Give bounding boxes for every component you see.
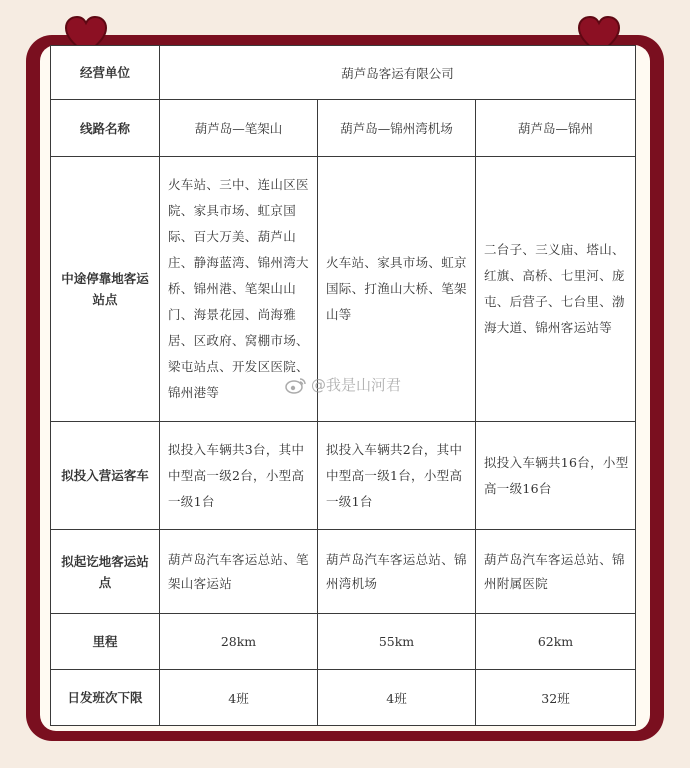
operator-label: 经营单位 bbox=[51, 46, 160, 100]
vehicles-route-2: 拟投入车辆共2台，其中中型高一级1台，小型高一级1台 bbox=[318, 422, 476, 530]
terminals-row bbox=[51, 530, 636, 614]
mileage-label: 里程 bbox=[51, 614, 160, 670]
daily-trips-row bbox=[51, 670, 636, 726]
daily-trips-route-1: 4班 bbox=[160, 670, 318, 726]
stops-route-1: 火车站、三中、连山区医院、家具市场、虹京国际、百大万美、葫芦山庄、静海蓝湾、锦州湾大桥、锦州港、笔架山山门、海景花园、尚海雅居、区政府、窝棚市场、梁屯站点、开发区医院、锦州港等 bbox=[160, 157, 318, 422]
vehicles-label: 拟投入营运客车 bbox=[51, 422, 160, 530]
terminals-label: 拟起讫地客运站点 bbox=[51, 530, 160, 614]
mileage-row bbox=[51, 614, 636, 670]
terminals-route-3: 葫芦岛汽车客运总站、锦州附属医院 bbox=[476, 530, 636, 614]
route-name-row bbox=[51, 100, 636, 157]
mileage-route-3: 62km bbox=[476, 614, 636, 670]
operator-row bbox=[51, 46, 636, 100]
daily-trips-label: 日发班次下限 bbox=[51, 670, 160, 726]
route-name-label: 线路名称 bbox=[51, 100, 160, 157]
stops-label: 中途停靠地客运站点 bbox=[51, 157, 160, 422]
daily-trips-route-3: 32班 bbox=[476, 670, 636, 726]
stops-route-3: 二台子、三义庙、塔山、红旗、高桥、七里河、庞屯、后营子、七台里、渤海大道、锦州客运站等 bbox=[476, 157, 636, 422]
stops-route-2: 火车站、家具市场、虹京国际、打渔山大桥、笔架山等 bbox=[318, 157, 476, 422]
vehicles-row bbox=[51, 422, 636, 530]
route-name-2: 葫芦岛—锦州湾机场 bbox=[318, 100, 476, 157]
vehicles-route-3: 拟投入车辆共16台，小型高一级16台 bbox=[476, 422, 636, 530]
watermark-text: @我是山河君 bbox=[311, 376, 402, 394]
vehicles-route-1: 拟投入车辆共3台，其中中型高一级2台，小型高一级1台 bbox=[160, 422, 318, 530]
route-name-1: 葫芦岛—笔架山 bbox=[160, 100, 318, 157]
mileage-route-1: 28km bbox=[160, 614, 318, 670]
route-name-3: 葫芦岛—锦州 bbox=[476, 100, 636, 157]
weibo-icon bbox=[285, 376, 307, 394]
operator-value: 葫芦岛客运有限公司 bbox=[160, 46, 636, 100]
daily-trips-route-2: 4班 bbox=[318, 670, 476, 726]
mileage-route-2: 55km bbox=[318, 614, 476, 670]
weibo-watermark bbox=[285, 374, 401, 395]
terminals-route-1: 葫芦岛汽车客运总站、笔架山客运站 bbox=[160, 530, 318, 614]
terminals-route-2: 葫芦岛汽车客运总站、锦州湾机场 bbox=[318, 530, 476, 614]
